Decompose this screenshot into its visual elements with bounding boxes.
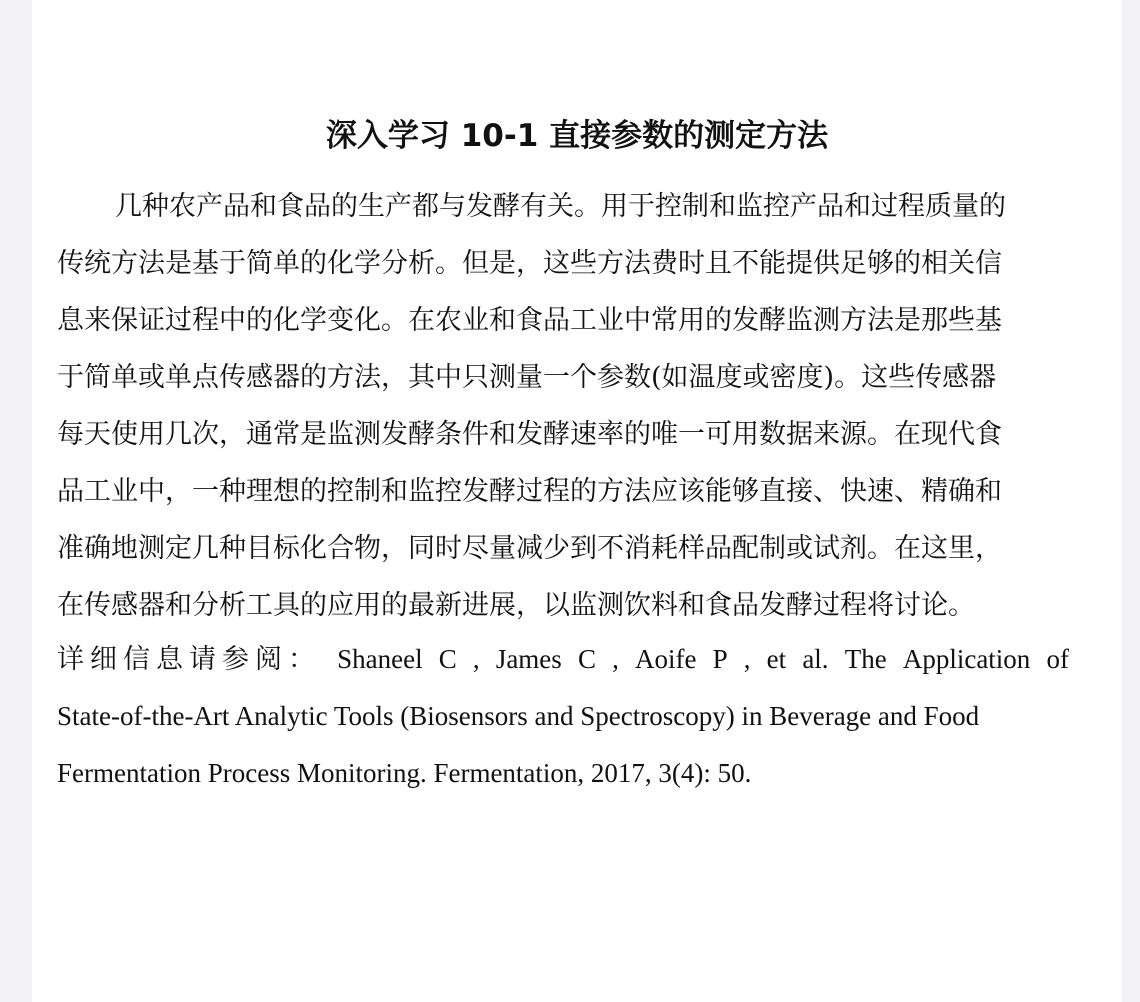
reference-line-2: State-of-the-Art Analytic Tools (Biosensors and Spectroscopy) in Beverage and Food: [57, 701, 980, 731]
paragraph-line: 几种农产品和食品的生产都与发酵有关。用于控制和监控产品和过程质量的: [115, 191, 1006, 222]
reference-word: Application: [902, 644, 1031, 674]
reference-word: C: [577, 644, 596, 674]
reference-line-3: Fermentation Process Monitoring. Fermentation, 2017, 3(4): 50.: [57, 758, 752, 788]
reference-word: P: [712, 644, 728, 674]
reference-word: Shaneel: [337, 644, 423, 674]
reference-line-1: [57, 631, 1069, 688]
page-title: 深入学习 10-1 直接参数的测定方法: [325, 118, 829, 154]
paragraph-line: 每天使用几次，通常是监测发酵条件和发酵速率的唯一可用数据来源。在现代食: [57, 419, 1002, 450]
reference-word: ,: [472, 644, 480, 674]
paragraph-line: 在传感器和分析工具的应用的最新进展，以监测饮料和食品发酵过程将讨论。: [57, 590, 975, 621]
body-paragraph: [57, 178, 1069, 634]
paragraph-line: 传统方法是基于简单的化学分析。但是，这些方法费时且不能提供足够的相关信: [57, 248, 1002, 279]
reference-word: C: [438, 644, 457, 674]
reference-word: ,: [743, 644, 751, 674]
reference-word: of: [1046, 644, 1069, 674]
paragraph-line: 于简单或单点传感器的方法，其中只测量一个参数(如温度或密度)。这些传感器: [57, 362, 997, 393]
reference-word: al.: [802, 644, 829, 674]
paragraph-line: 息来保证过程中的化学变化。在农业和食品工业中常用的发酵监测方法是那些基: [57, 305, 1002, 336]
reference-word: James: [495, 644, 562, 674]
reference-lead: 详细信息请参阅：: [57, 644, 321, 675]
paragraph-line: 品工业中，一种理想的控制和监控发酵过程的方法应该能够直接、快速、精确和: [57, 476, 1002, 507]
reference-word: Aoife: [634, 644, 697, 674]
reference-block: [57, 631, 1069, 802]
paragraph-line: 准确地测定几种目标化合物，同时尽量减少到不消耗样品配制或试剂。在这里，: [57, 533, 1002, 564]
reference-word: ,: [612, 644, 619, 674]
document-page: [32, 0, 1122, 1002]
reference-word: et: [766, 644, 787, 674]
reference-word: The: [844, 644, 887, 674]
